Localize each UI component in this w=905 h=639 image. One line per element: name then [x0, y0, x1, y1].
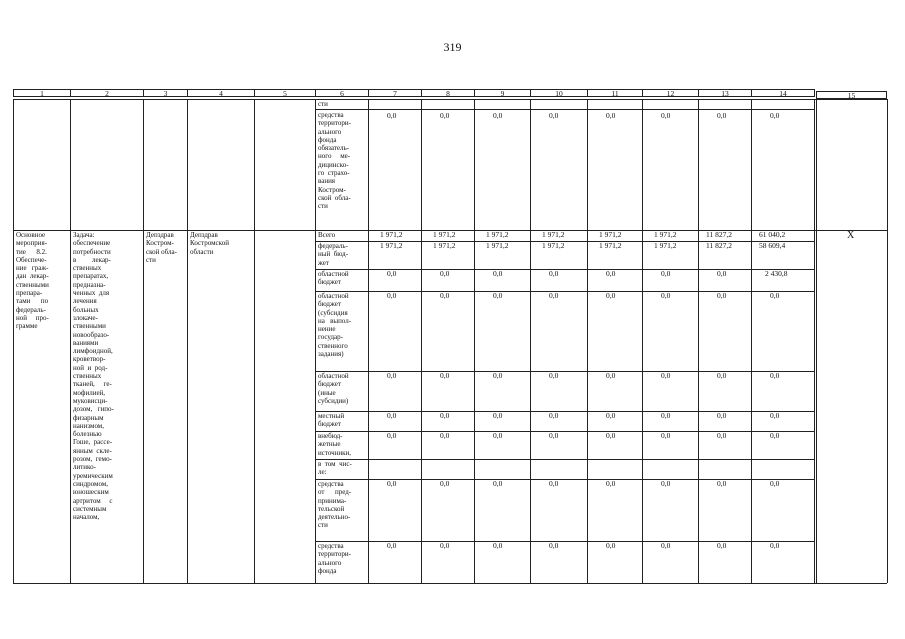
column-divider	[698, 99, 699, 583]
column-divider	[474, 99, 475, 583]
value-cell: 0,0	[493, 479, 503, 488]
column-divider	[887, 99, 888, 583]
source-cell: средства территори- ального фонда	[318, 542, 351, 575]
column-divider	[70, 99, 71, 583]
row-divider	[315, 109, 814, 110]
value-cell: 1 971,2	[433, 230, 456, 239]
value-cell: 0,0	[661, 541, 671, 550]
value-cell: 0,0	[717, 111, 727, 120]
source-cell: сти	[318, 100, 328, 108]
column-divider	[254, 99, 255, 583]
value-cell: 0,0	[549, 541, 559, 550]
column-divider	[751, 99, 752, 583]
budget-table	[13, 89, 887, 583]
column-divider	[642, 99, 643, 583]
value-cell: 1 971,2	[380, 241, 403, 250]
column-header: 12	[642, 89, 699, 97]
source-cell: средства от пред- принима- тельской деятельно- сти	[318, 480, 352, 530]
column-header: 4	[187, 89, 255, 97]
value-cell: 1 971,2	[654, 230, 677, 239]
column-header: 2	[70, 89, 144, 97]
value-cell: 0,0	[606, 371, 616, 380]
value-cell: 0,0	[661, 291, 671, 300]
value-cell: 1 971,2	[433, 241, 456, 250]
value-cell: 0,0	[770, 411, 780, 420]
source-cell: областной бюджет (субсидия на выпол- нение государ- ственного задания)	[318, 292, 352, 359]
value-cell: 0,0	[606, 479, 616, 488]
page-number: 319	[443, 40, 462, 54]
value-cell: 0,0	[440, 269, 450, 278]
value-cell: 0,0	[549, 269, 559, 278]
value-cell: 0,0	[770, 371, 780, 380]
value-cell: 0,0	[717, 479, 727, 488]
value-cell: 0,0	[549, 291, 559, 300]
value-cell: 0,0	[549, 431, 559, 440]
value-cell: 0,0	[440, 111, 450, 120]
column-divider	[315, 99, 316, 583]
value-cell: 2 430,8	[765, 269, 788, 278]
column-header: 5	[254, 89, 316, 97]
value-cell: 0,0	[549, 411, 559, 420]
column-header: 13	[698, 89, 752, 97]
value-cell: 1 971,2	[380, 230, 403, 239]
value-cell: 0,0	[493, 371, 503, 380]
value-cell: 0,0	[661, 111, 671, 120]
column-header: 14	[751, 89, 815, 97]
column-divider	[187, 99, 188, 583]
value-cell: 0,0	[770, 431, 780, 440]
column-divider	[143, 99, 144, 583]
value-cell: 1 971,2	[654, 241, 677, 250]
column-divider	[530, 99, 531, 583]
value-cell: 0,0	[549, 371, 559, 380]
value-cell: 0,0	[387, 371, 397, 380]
value-cell: 1 971,2	[486, 241, 509, 250]
value-cell: 0,0	[661, 269, 671, 278]
value-cell: 0,0	[549, 479, 559, 488]
value-cell: 1 971,2	[542, 241, 565, 250]
source-cell: средства территори- ального фонда обязатель- ного ме- дицинско- го страхо- вания Костром- ской обла- сти	[318, 111, 351, 211]
value-cell: 0,0	[440, 371, 450, 380]
source-cell: областной бюджет	[318, 270, 349, 287]
column-divider	[13, 99, 14, 583]
value-cell: 0,0	[661, 371, 671, 380]
column-header: 1	[13, 89, 71, 97]
value-cell: 0,0	[493, 541, 503, 550]
source-cell: в том чис- ле:	[318, 460, 352, 477]
value-cell: 0,0	[387, 479, 397, 488]
value-cell: 58 609,4	[759, 241, 786, 250]
value-cell: 0,0	[661, 411, 671, 420]
column-divider	[816, 99, 817, 583]
value-cell: 1 971,2	[542, 230, 565, 239]
value-cell: 0,0	[387, 269, 397, 278]
event-executor: Депздрав Костромской области	[190, 231, 229, 256]
value-cell: 0,0	[606, 291, 616, 300]
row-divider	[315, 459, 814, 460]
value-cell: 0,0	[493, 111, 503, 120]
value-cell: 0,0	[387, 111, 397, 120]
event-task: Задача: обеспечение потребности в лекар- ственных препаратах, предназна- ченных для лечения больных злокаче- ственными новообразо- ваниями лимфоидной, кроветвор- ной и род- ственных тканей, ге- мофилией, муковисци- дозом, гипо- физарным нанизмом, болезнью Гоше, рассе- янным скле- розом, гемо- литико- уремическим синдромом, юношеским артритом с системным началом,	[73, 231, 114, 522]
column-divider	[368, 99, 369, 583]
source-cell: областной бюджет (иные субсидии)	[318, 372, 349, 405]
value-cell: 0,0	[717, 371, 727, 380]
value-cell: 0,0	[493, 291, 503, 300]
column-header: 9	[474, 89, 531, 97]
row-divider	[13, 583, 887, 584]
value-cell: 0,0	[606, 111, 616, 120]
column-header: 11	[587, 89, 643, 97]
value-cell: 0,0	[717, 541, 727, 550]
value-cell: 11 827,2	[706, 241, 732, 250]
event-responsible: Депздрав Костром- ской обла- сти	[146, 231, 177, 264]
column-divider	[814, 99, 815, 583]
column-header: 15	[816, 91, 887, 99]
column-divider	[587, 99, 588, 583]
value-cell: 0,0	[493, 431, 503, 440]
value-cell: 0,0	[661, 431, 671, 440]
column-divider	[421, 99, 422, 583]
value-cell: 0,0	[770, 111, 780, 120]
row-divider	[13, 99, 887, 100]
value-cell: 0,0	[717, 269, 727, 278]
value-cell: 0,0	[606, 269, 616, 278]
value-cell: 0,0	[606, 411, 616, 420]
value-cell: 1 971,2	[599, 230, 622, 239]
value-cell: 0,0	[387, 411, 397, 420]
value-cell: 0,0	[440, 291, 450, 300]
source-cell: местный бюджет	[318, 412, 345, 429]
value-cell: 0,0	[770, 479, 780, 488]
value-cell: 1 971,2	[486, 230, 509, 239]
value-cell: 0,0	[493, 269, 503, 278]
value-cell: 0,0	[770, 541, 780, 550]
event-name: Основное мероприя- тие 8.2. Обеспече- ние граж- дан лекар- ственными препара- тами по федераль- ной про- грамме	[16, 231, 49, 331]
column-header: 8	[421, 89, 475, 97]
value-cell: 11 827,2	[706, 230, 732, 239]
value-cell: 0,0	[717, 411, 727, 420]
value-cell: 0,0	[661, 479, 671, 488]
value-cell: 0,0	[770, 291, 780, 300]
value-cell: 0,0	[440, 431, 450, 440]
value-cell: 1 971,2	[599, 241, 622, 250]
column-header: 7	[368, 89, 422, 97]
value-cell: 0,0	[717, 431, 727, 440]
value-cell: 0,0	[387, 431, 397, 440]
value-cell: 0,0	[440, 541, 450, 550]
value-cell: 0,0	[606, 431, 616, 440]
source-cell: Всего	[318, 231, 336, 239]
value-cell: 0,0	[387, 291, 397, 300]
value-cell: 61 040,2	[759, 230, 786, 239]
column-header: 6	[315, 89, 369, 97]
column-header: 10	[530, 89, 588, 97]
event-mark: X	[847, 230, 855, 241]
value-cell: 0,0	[440, 479, 450, 488]
value-cell: 0,0	[717, 291, 727, 300]
source-cell: федераль- ный бюд- жет	[318, 242, 349, 267]
value-cell: 0,0	[387, 541, 397, 550]
value-cell: 0,0	[549, 111, 559, 120]
source-cell: внебюд- жетные источники,	[318, 432, 352, 457]
value-cell: 0,0	[440, 411, 450, 420]
value-cell: 0,0	[606, 541, 616, 550]
column-header: 3	[143, 89, 188, 97]
value-cell: 0,0	[493, 411, 503, 420]
